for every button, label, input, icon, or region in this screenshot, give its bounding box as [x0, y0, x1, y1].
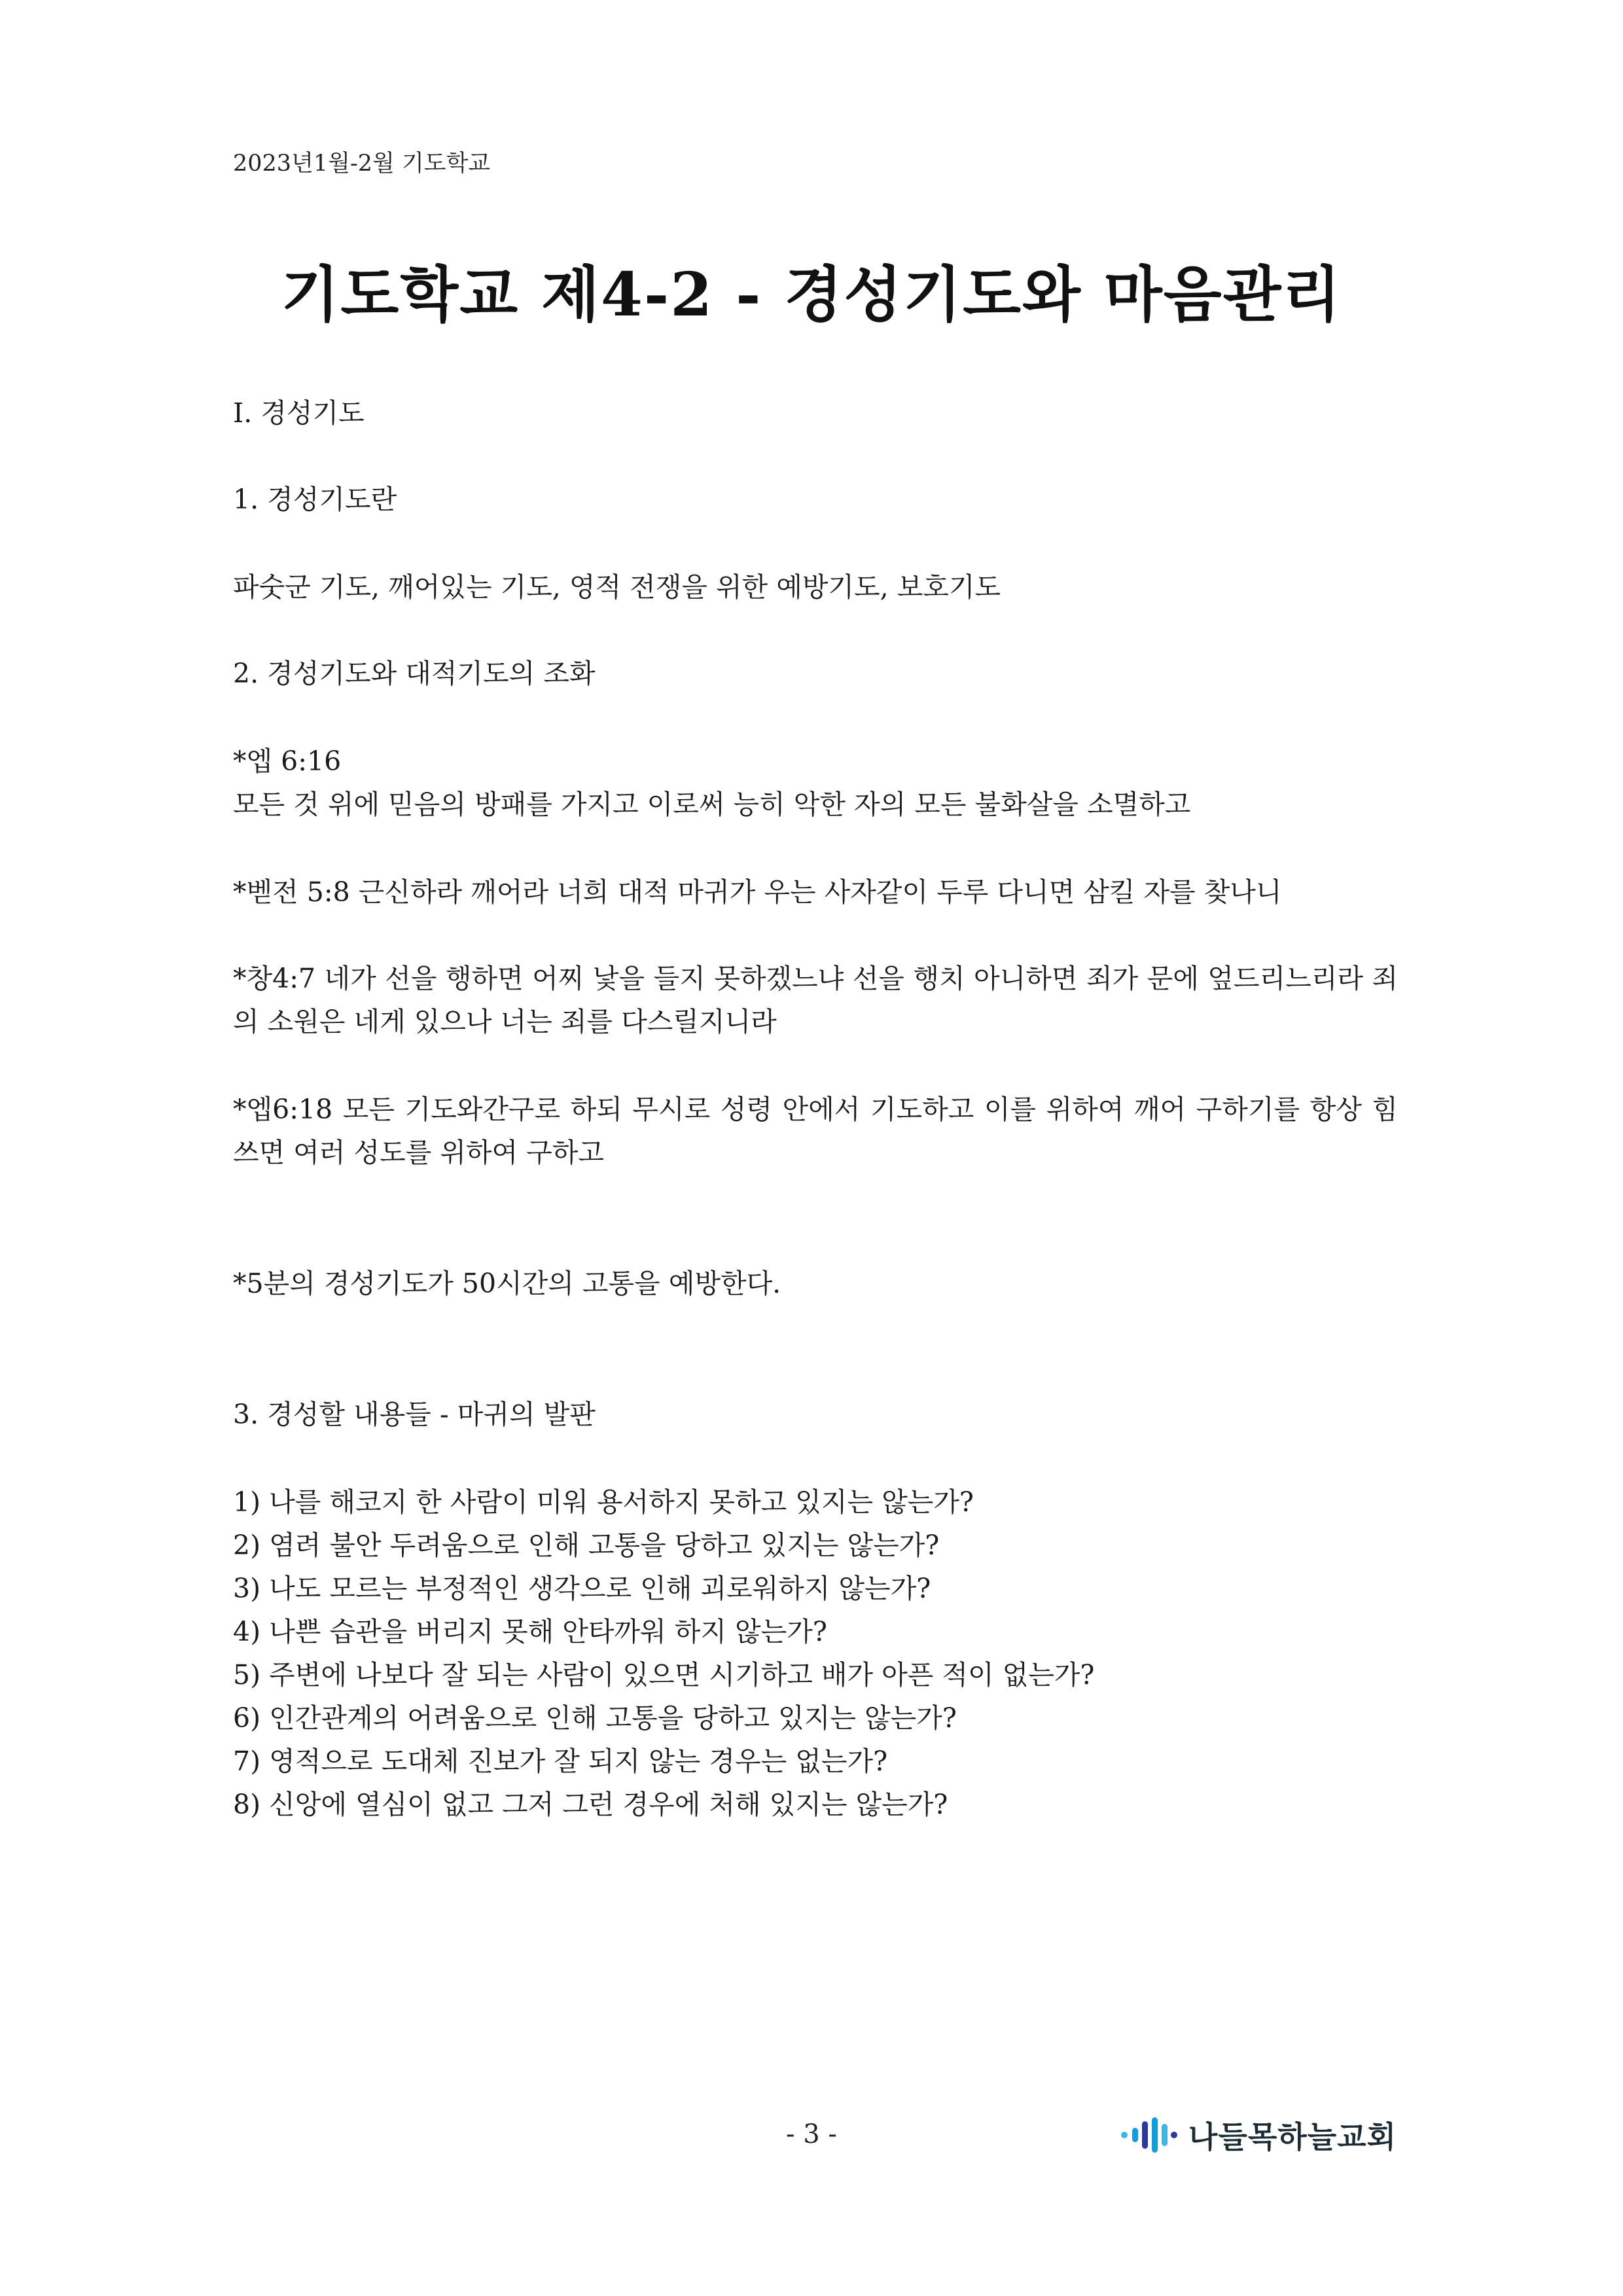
church-logo: [1119, 2111, 1397, 2159]
definition-text: 파숫군 기도, 깨어있는 기도, 영적 전쟁을 위한 예방기도, 보호기도: [233, 571, 1001, 603]
checklist-item-4: 4) 나쁜 습관을 버리지 못해 안타까워 하지 않는가?: [233, 1616, 827, 1647]
checklist-item-7: 7) 영적으로 도대체 진보가 잘 되지 않는 경우는 없는가?: [233, 1746, 888, 1777]
verse-1-text: 모든 것 위에 믿음의 방패를 가지고 이로써 능히 악한 자의 모든 불화살을 소멸하고: [233, 789, 1191, 820]
checklist-item-2: 2) 염려 불안 두려움으로 인해 고통을 당하고 있지는 않는가?: [233, 1530, 940, 1561]
header-note: 2023년1월-2월 기도학교: [233, 151, 491, 177]
verse-2: *벧전 5:8 근신하라 깨어라 너희 대적 마귀가 우는 사자같이 두루 다니면 삼킬 자를 찾나니: [233, 876, 1282, 908]
checklist-item-6: 6) 인간관계의 어려움으로 인해 고통을 당하고 있지는 않는가?: [233, 1702, 957, 1734]
checklist-item-5: 5) 주변에 나보다 잘 되는 사람이 있으면 시기하고 배가 아픈 적이 없는가?: [233, 1659, 1095, 1691]
church-logo-text: 나들목하늘교회: [1188, 2119, 1397, 2155]
section-heading-1: I. 경성기도: [233, 397, 365, 429]
subsection-heading-1-1: 1. 경성기도란: [233, 484, 397, 515]
verse-3: *창4:7 네가 선을 행하면 어찌 낯을 들지 못하겠느냐 선을 행치 아니하면 죄가 문에 엎드리느리라 죄의 소원은 네게 있으나 너는 죄를 다스릴지니라: [233, 963, 1398, 1037]
checklist-item-3: 3) 나도 모르는 부정적인 생각으로 인해 괴로워하지 않는가?: [233, 1573, 931, 1604]
subsection-heading-1-3: 3. 경성할 내용들 - 마귀의 발판: [233, 1399, 596, 1430]
subsection-heading-1-2: 2. 경성기도와 대적기도의 조화: [233, 658, 596, 689]
verse-1-reference: *엡 6:16: [233, 745, 342, 777]
page-number: - 3 -: [786, 2119, 837, 2149]
note-text: *5분의 경성기도가 50시간의 고통을 예방한다.: [233, 1268, 781, 1299]
checklist-item-8: 8) 신앙에 열심이 없고 그저 그런 경우에 처해 있지는 않는가?: [233, 1789, 948, 1820]
verse-4: *엡6:18 모든 기도와간구로 하되 무시로 성령 안에서 기도하고 이를 위하여 깨어 구하기를 항상 힘쓰면 여러 성도를 위하여 구하고: [233, 1094, 1398, 1168]
church-logo-icon: [1119, 2113, 1179, 2157]
page-title: 기도학교 제4-2 - 경성기도와 마음관리: [281, 259, 1342, 330]
checklist-item-1: 1) 나를 해코지 한 사람이 미워 용서하지 못하고 있지는 않는가?: [233, 1486, 974, 1518]
